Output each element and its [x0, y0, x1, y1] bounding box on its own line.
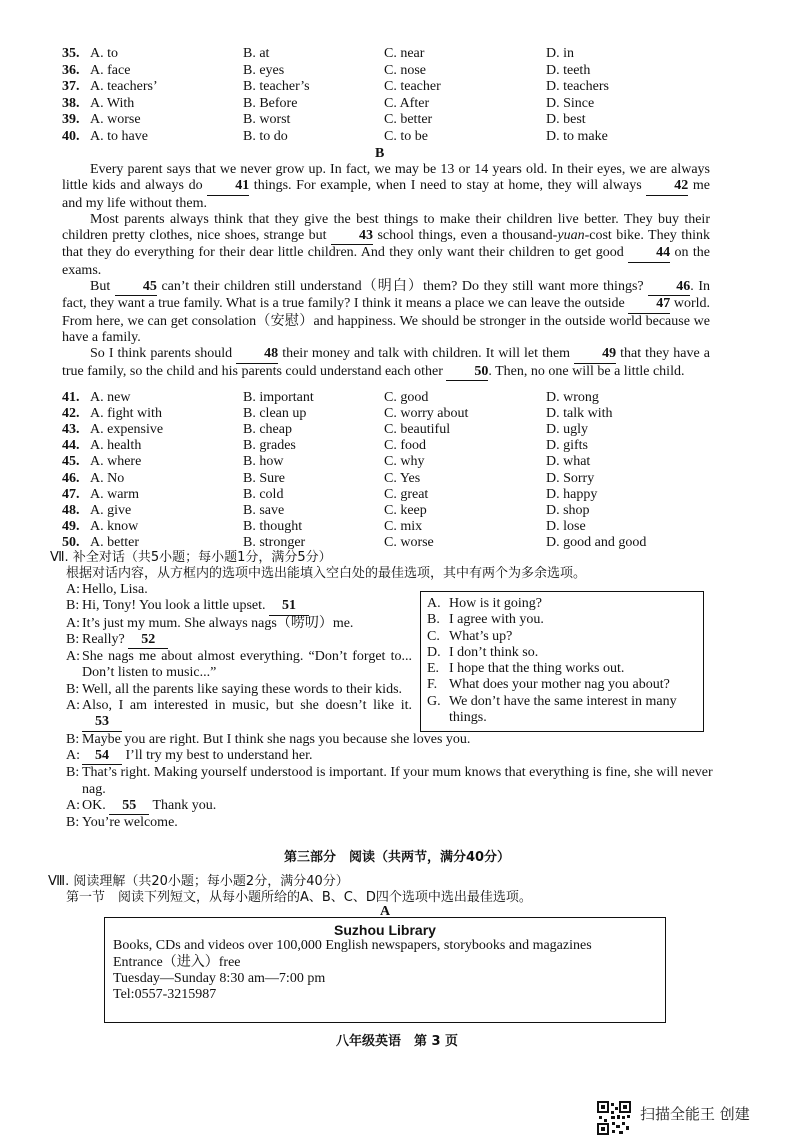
paragraph-4: So I think parents should 48 their money and talk with children. It will let them 49 that they have a true family, so the child and his parents could understand each other 50. Then, no one will be a little child. [62, 346, 710, 381]
option-c: C. keep [384, 502, 427, 518]
option-d: D. in [546, 46, 574, 61]
question-number: 39. [62, 112, 80, 128]
option-b: B. to do [243, 129, 288, 144]
option-a: A. With [90, 95, 135, 111]
blank-51: 51 [269, 598, 309, 615]
dialogue-line: A: OK. 55 Thank you. [66, 798, 730, 815]
dialogue-line: B: Maybe you are right. But I think she nags you because she loves you. [66, 731, 471, 747]
option-a: A. better [90, 534, 139, 550]
box-option-a: A. How is it going? [427, 596, 542, 611]
option-a: A. No [90, 470, 125, 486]
option-c: C. great [384, 486, 429, 502]
option-d: D. lose [546, 518, 586, 534]
paragraph-3: But 45 can’t their children still understand（明白）them? Do they still want more things? 46. In fact, they want a true family. What is a true family? I think it means a place we can leave the outside 47 world. From here, we can get consolation（安慰）and happiness. We should be stronger in the outside world because we have a family. [62, 279, 710, 345]
option-a: A. teachers’ [90, 79, 158, 95]
dialogue-line: B: That’s right. Making yourself understood is important. If your mum knows that everything is fine, she will never nag. [66, 765, 713, 797]
question-number: 46. [62, 470, 80, 486]
scanner-watermark: 扫描全能王 创建 [640, 1105, 750, 1123]
option-d: D. wrong [546, 390, 599, 405]
dialogue-line: B: You’re welcome. [66, 815, 178, 831]
dialogue-line: B: Hi, Tony! You look a little upset. 51 [66, 598, 412, 615]
blank-54: 54 [82, 748, 122, 765]
section-8-title: Ⅷ. 阅读理解（共20小题；每小题2分，满分40分） [48, 874, 349, 889]
option-a: A. health [90, 438, 142, 454]
option-row [62, 503, 762, 519]
option-d: D. teachers [546, 79, 609, 95]
option-row [62, 471, 762, 487]
section-8-instructions: 第一节 阅读下列短文，从每小题所给的A、B、C、D四个选项中选出最佳选项。 [66, 890, 532, 905]
blank-43: 43 [331, 228, 373, 245]
section-7-instructions: 根据对话内容，从方框内的选项中选出能填入空白处的最佳选项，其中有两个为多余选项。 [66, 566, 587, 581]
paragraph-2: Most parents always think that they give the best things to make their children live better. They buy their children pretty clothes, nice shoes, strange but 43 school things, even a thousand-yuan-cost bike. They think that they do everything for their dear little children. And they only want their children to get good 44 on the exams. [62, 211, 711, 278]
option-c: C. food [384, 438, 426, 454]
box-option-g: G. We don’t have the same interest in many things. [427, 693, 677, 726]
option-a: A. fight with [90, 406, 162, 422]
option-row [62, 438, 762, 454]
option-row [62, 422, 762, 438]
blank-42: 42 [646, 178, 688, 195]
option-d: D. what [546, 454, 591, 470]
option-c: C. nose [384, 62, 426, 78]
option-d: D. to make [546, 129, 608, 144]
box-option-c: C. What’s up? [427, 628, 513, 644]
box-option-e: E. I hope that the thing works out. [427, 661, 625, 677]
option-d: D. Sorry [546, 470, 595, 486]
blank-52: 52 [128, 632, 168, 649]
option-b: B. cheap [243, 422, 292, 438]
question-number: 45. [62, 454, 80, 470]
question-number: 44. [62, 438, 80, 454]
option-a: A. expensive [90, 422, 164, 438]
option-d: D. teeth [546, 62, 591, 78]
question-number: 50. [62, 534, 80, 550]
paragraph-1: Every parent says that we never grow up. In fact, we may be 13 or 14 years old. In their eyes, we are always little kids and always do 41 things. For example, when I need to stay at home, they will always 42 me and my life without them. [62, 162, 711, 211]
dialogue-line: A: Hello, Lisa. [66, 582, 148, 597]
option-row [62, 129, 762, 145]
option-d: D. ugly [546, 422, 588, 438]
option-b: B. worst [243, 112, 291, 128]
blank-47: 47 [628, 296, 670, 313]
option-b: B. save [243, 502, 285, 518]
library-title: Suzhou Library [334, 922, 436, 938]
dialogue-line: A: It’s just my mum. She always nags（唠叨）me. [66, 615, 354, 631]
option-d: D. gifts [546, 438, 588, 454]
question-number: 43. [62, 422, 80, 438]
dialogue-line: A: Also, I am interested in music, but she doesn’t like it. 53 [66, 698, 412, 732]
option-row [62, 46, 762, 62]
option-row [62, 390, 762, 406]
library-line: Entrance（进入）free [113, 954, 241, 970]
option-a: A. new [90, 390, 131, 405]
option-d: D. talk with [546, 406, 613, 422]
dialogue-line: A: She nags me about almost everything. “Don’t forget to... Don’t listen to music...” [66, 649, 412, 681]
option-c: C. Yes [384, 470, 421, 486]
option-b: B. at [243, 46, 270, 61]
option-c: C. near [384, 46, 425, 61]
question-number: 37. [62, 79, 80, 95]
option-c: C. to be [384, 129, 428, 144]
part-3-heading: 第三部分 阅读（共两节，满分40分） [283, 850, 511, 865]
option-a: A. where [90, 454, 142, 470]
option-b: B. important [243, 390, 314, 405]
option-b: B. cold [243, 486, 284, 502]
option-b: B. Sure [243, 470, 285, 486]
option-b: B. Before [243, 95, 298, 111]
library-notice [104, 917, 666, 1023]
option-d: D. good and good [546, 534, 647, 550]
dialogue-line: A: 54 I’ll try my best to understand her. [66, 748, 730, 765]
option-c: C. After [384, 95, 430, 111]
blank-53: 53 [82, 714, 122, 731]
option-a: A. to have [90, 129, 148, 144]
option-row [62, 535, 762, 551]
option-b: B. teacher’s [243, 79, 310, 95]
option-b: B. clean up [243, 406, 307, 422]
option-row [62, 79, 762, 95]
question-number: 49. [62, 518, 80, 534]
question-number: 42. [62, 406, 80, 422]
box-option-b: B. I agree with you. [427, 612, 544, 628]
question-number: 47. [62, 486, 80, 502]
option-a: A. know [90, 518, 139, 534]
option-a: A. worse [90, 112, 141, 128]
option-row [62, 63, 762, 79]
blank-44: 44 [628, 245, 670, 262]
blank-45: 45 [115, 279, 157, 296]
question-number: 40. [62, 129, 80, 144]
option-c: C. worry about [384, 406, 469, 422]
option-a: A. face [90, 62, 131, 78]
question-number: 35. [62, 46, 80, 61]
cloze-passage [62, 162, 710, 381]
passage-a-label: A [380, 904, 391, 919]
blank-41: 41 [207, 178, 249, 195]
dialogue-options-box [420, 591, 704, 732]
option-row [62, 487, 762, 503]
blank-46: 46 [648, 279, 690, 296]
page-footer: 八年级英语 第 3 页 [335, 1034, 459, 1049]
option-b: B. eyes [243, 62, 285, 78]
option-b: B. how [243, 454, 284, 470]
blank-49: 49 [574, 346, 616, 363]
box-option-f: F. What does your mother nag you about? [427, 677, 670, 693]
library-line: Books, CDs and videos over 100,000 English newspapers, storybooks and magazines [113, 938, 592, 954]
dialogue-line: B: Really? 52 [66, 632, 412, 649]
section-7-title: Ⅶ. 补全对话（共5小题；每小题1分，满分5分） [50, 550, 332, 565]
option-c: C. teacher [384, 79, 441, 95]
option-row [62, 96, 762, 112]
blank-48: 48 [236, 346, 278, 363]
option-row [62, 112, 762, 128]
option-d: D. happy [546, 486, 598, 502]
option-row [62, 454, 762, 470]
option-a: A. to [90, 46, 118, 61]
question-number: 36. [62, 62, 80, 78]
box-option-d: D. I don’t think so. [427, 644, 539, 660]
option-b: B. stronger [243, 534, 306, 550]
option-row [62, 406, 762, 422]
option-c: C. worse [384, 534, 434, 550]
option-c: C. mix [384, 518, 423, 534]
option-d: D. best [546, 112, 586, 128]
option-b: B. grades [243, 438, 296, 454]
option-a: A. warm [90, 486, 139, 502]
section-b-label: B [375, 146, 385, 161]
option-c: C. better [384, 112, 433, 128]
option-d: D. Since [546, 95, 595, 111]
option-c: C. good [384, 390, 429, 405]
option-b: B. thought [243, 518, 303, 534]
question-number: 41. [62, 390, 80, 405]
question-number: 48. [62, 502, 80, 518]
option-c: C. why [384, 454, 425, 470]
blank-50: 50 [446, 364, 488, 381]
library-line: Tuesday—Sunday 8:30 am—7:00 pm [113, 970, 326, 986]
qr-code-icon [597, 1101, 631, 1135]
option-c: C. beautiful [384, 422, 451, 438]
dialogue-line: B: Well, all the parents like saying these words to their kids. [66, 681, 403, 697]
option-row [62, 519, 762, 535]
blank-55: 55 [109, 798, 149, 815]
question-number: 38. [62, 95, 80, 111]
option-a: A. give [90, 502, 132, 518]
library-line: Tel:0557-3215987 [113, 987, 217, 1003]
option-d: D. shop [546, 502, 590, 518]
